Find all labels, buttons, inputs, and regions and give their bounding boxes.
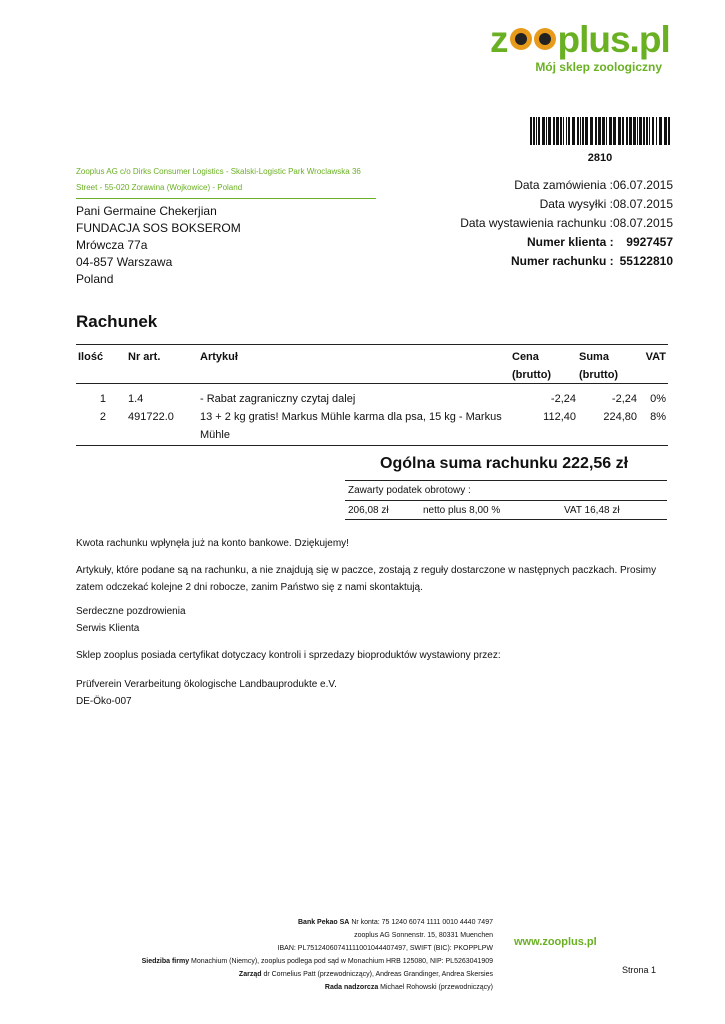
header-qty: Ilość	[78, 351, 104, 363]
row-qty: 2	[99, 411, 106, 423]
tax-net: 206,08 zł	[348, 505, 389, 516]
footer-bank-line	[90, 916, 493, 929]
ship-date-row	[460, 195, 673, 214]
client-number: 9927457	[626, 235, 673, 249]
header-sum	[579, 348, 637, 384]
signature-line: Serwis Klienta	[76, 623, 140, 634]
delivery-note: Artykuły, które podane są na rachunku, a nie znajdują się w paczce, zostają z reguły dostarczone w następnych paczkach. Prosimy zatem odczekać kolejne 2 dni robocze, zanim Państwo się z nami skontaktują.	[76, 565, 657, 593]
footer-board-line	[90, 968, 493, 981]
header-article: Artykuł	[200, 351, 238, 363]
header-price-label: Cena	[512, 351, 539, 363]
client-number-row	[460, 233, 673, 252]
footer-council-text: Michael Rohowski (przewodniczący)	[380, 984, 493, 991]
zooplus-logo[interactable]	[490, 18, 670, 78]
invoice-number-row	[460, 252, 673, 271]
header-price	[512, 348, 576, 384]
header-vat: VAT	[645, 351, 666, 363]
total-title: Ogólna suma rachunku 222,56 zł	[380, 455, 629, 472]
logo-text-pre: z	[490, 19, 508, 60]
logo-wordmark	[490, 18, 670, 62]
barcode-icon	[530, 117, 670, 145]
header-nr: Nr art.	[128, 351, 161, 363]
recipient-company: FUNDACJA SOS BOKSEROM	[76, 221, 241, 235]
row-sum: 224,80	[603, 411, 637, 423]
invoice-meta	[460, 176, 673, 271]
row-qty: 1	[99, 393, 106, 405]
greeting	[76, 603, 666, 637]
footer-company-address: zooplus AG Sonnenstr. 15, 80331 Muenchen	[354, 932, 493, 939]
row-article: 13 + 2 kg gratis! Markus Mühle karma dla psa, 15 kg - Markus Mühle	[200, 411, 502, 441]
order-date-row	[460, 176, 673, 195]
footer-bank-text: Nr konta: 75 1240 6074 1111 0010 4440 7497	[351, 919, 493, 926]
row-sum: -2,24	[611, 393, 637, 405]
table-row	[76, 386, 668, 404]
footer-board-label: Zarząd	[238, 971, 262, 978]
footer-seat-text: Monachium (Niemcy), zooplus podlega pod sąd w Monachium HRB 125080, NIP: PL5263041909	[191, 958, 493, 965]
footer-seat-line	[90, 955, 493, 968]
invoice-number: 55122810	[619, 254, 673, 268]
logo-tagline: Mój sklep zoologiczny	[535, 60, 662, 74]
certifier	[76, 676, 666, 710]
header-price-sub: (brutto)	[512, 369, 552, 381]
tax-summary	[345, 480, 667, 520]
footer-website-link[interactable]: www.zooplus.pl	[514, 936, 597, 948]
recipient-country: Poland	[76, 272, 114, 286]
tax-rate: netto plus 8,00 %	[423, 505, 501, 516]
header-sum-label: Suma	[579, 351, 609, 363]
recipient-name: Pani Germaine Chekerjian	[76, 204, 217, 218]
row-price: 112,40	[543, 411, 576, 423]
row-vat: 8%	[650, 411, 666, 423]
footer-bank-label: Bank Pekao SA	[298, 919, 350, 926]
footer-council-line	[90, 981, 493, 994]
invoice-date-row	[460, 214, 673, 233]
row-nr: 1.4	[128, 393, 144, 405]
ship-date-label: Data wysyłki :	[539, 197, 613, 211]
table-header	[76, 345, 668, 384]
certifier-name: Prüfverein Verarbeitung ökologische Landbauprodukte e.V.	[76, 679, 337, 690]
invoice-date-label: Data wystawienia rachunku :	[460, 216, 613, 230]
page-number: Strona 1	[622, 965, 657, 975]
recipient-city: 04-857 Warszawa	[76, 255, 173, 269]
client-number-label: Numer klienta :	[526, 235, 614, 249]
logo-text-post: plus.pl	[557, 19, 670, 60]
row-vat: 0%	[650, 393, 666, 405]
tax-vat: VAT 16,48 zł	[564, 505, 620, 516]
ship-date: 08.07.2015	[612, 197, 673, 211]
row-price: -2,24	[550, 393, 576, 405]
barcode-number: 2810	[587, 152, 613, 164]
footer-board-text: dr Cornelius Patt (przewodniczący), Andreas Grandinger, Andrea Skersies	[263, 971, 493, 978]
order-date: 06.07.2015	[612, 178, 673, 192]
footer-iban: IBAN: PL75124060741111001044407497, SWIFT (BIC): PKOPPLPW	[277, 945, 493, 952]
items-table	[76, 344, 668, 446]
tax-label: Zawarty podatek obrotowy :	[348, 485, 471, 496]
sender-address: Zooplus AG c/o Dirks Consumer Logistics - Skalski-Logistic Park Wroclawska 36 Street - 55-020 Zorawina (Wojkowice) - Poland	[76, 164, 376, 199]
logo-eyes-icon	[508, 26, 558, 54]
recipient-address	[76, 203, 241, 288]
certificate-note: Sklep zooplus posiada certyfikat dotyczacy kontroli i sprzedazy bioproduktów wystawiony przez:	[76, 650, 501, 661]
invoice-number-label: Numer rachunku :	[510, 254, 614, 268]
footer-legal	[90, 916, 493, 994]
row-article: - Rabat zagraniczny czytaj dalej	[200, 393, 356, 405]
row-nr: 491722.0	[128, 411, 174, 423]
header-sum-sub: (brutto)	[579, 369, 619, 381]
page-title: Rachunek	[76, 312, 158, 331]
footer-council-label: Rada nadzorcza	[324, 984, 379, 991]
certifier-code: DE-Öko-007	[76, 696, 132, 707]
order-date-label: Data zamówienia :	[514, 178, 613, 192]
recipient-street: Mrówcza 77a	[76, 238, 148, 252]
greeting-line: Serdeczne pozdrowienia	[76, 606, 186, 617]
table-row	[76, 404, 668, 440]
tax-row	[345, 500, 667, 519]
invoice-date: 08.07.2015	[612, 216, 673, 230]
payment-note: Kwota rachunku wpłynęła już na konto bankowe. Dziękujemy!	[76, 538, 349, 549]
footer-seat-label: Siedziba firmy	[141, 958, 190, 965]
